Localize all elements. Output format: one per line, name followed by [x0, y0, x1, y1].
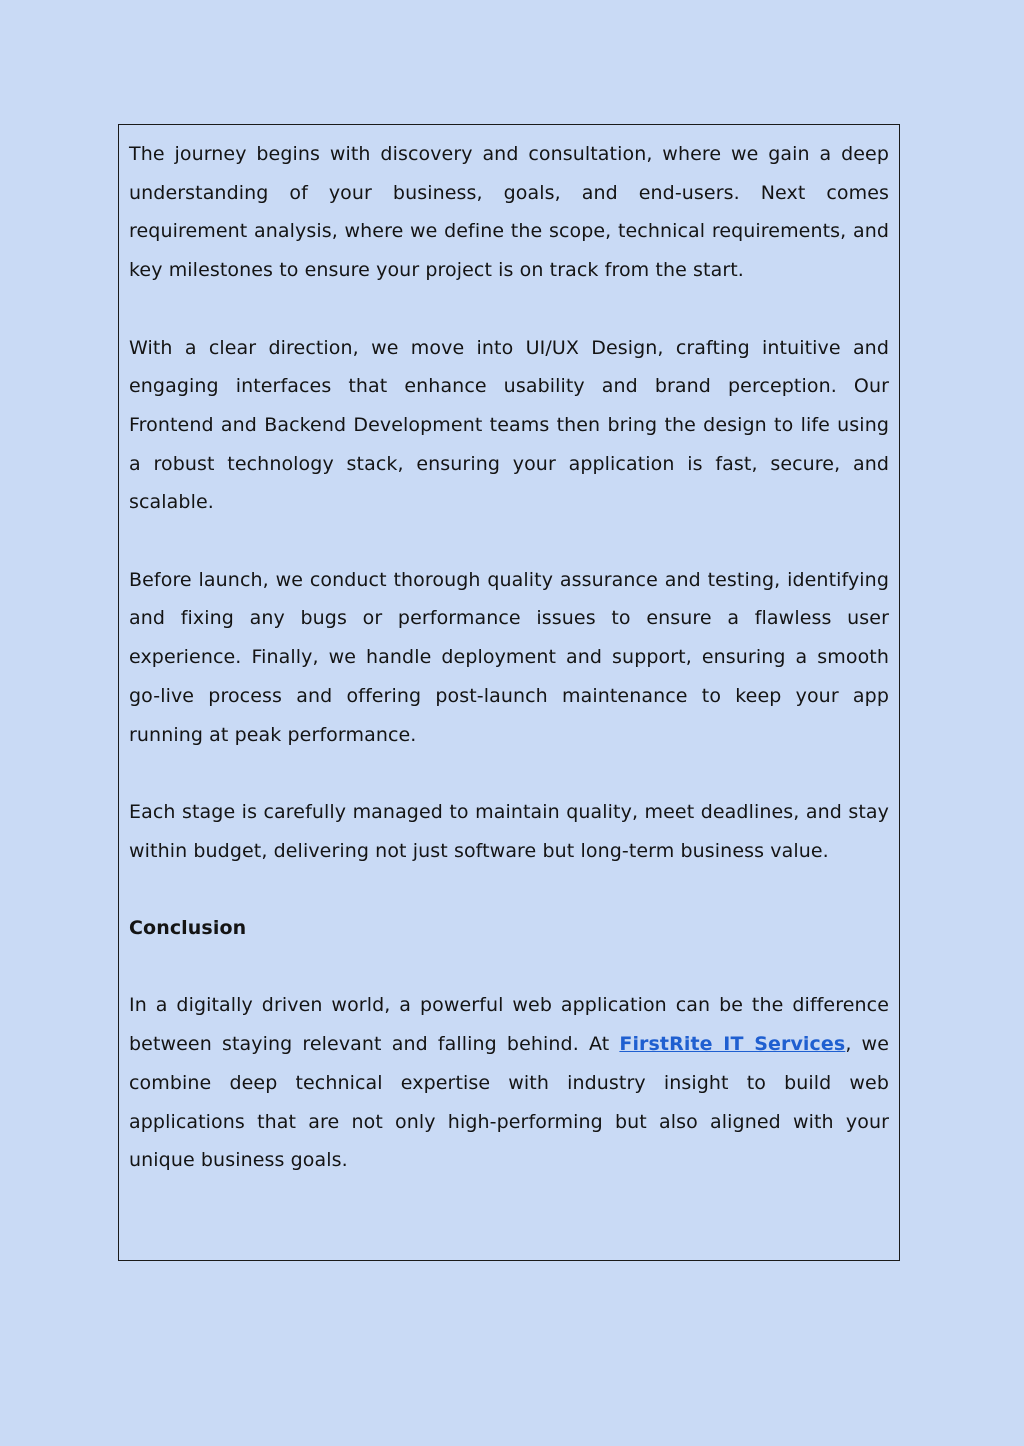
conclusion-text-after-link: , we combine deep technical expertise with industry insight to build web applications that are not only high-performing but also aligned with your unique business goals. [129, 1033, 889, 1172]
paragraph-discovery: The journey begins with discovery and consultation, where we gain a deep understanding of your business, goals, and end-users. Next comes requirement analysis, where we define the scope, technical requirements, and key milestones to ensure your project is on track from the start. [129, 143, 889, 282]
paragraph-testing-deployment: Before launch, we conduct thorough quality assurance and testing, identifying and fixing any bugs or performance issues to ensure a flawless user experience. Finally, we handle deployment and support, ensuring a smooth go-live process and offering post-launch maintenance to keep your app running at peak performance. [129, 568, 889, 746]
conclusion-heading: Conclusion [129, 917, 247, 939]
paragraph-design-development: With a clear direction, we move into UI/UX Design, crafting intuitive and engaging interfaces that enhance usability and brand perception. Our Frontend and Backend Development teams then bring the design to life using a robust technology stack, ensuring your application is fast, secure, and scalable. [129, 336, 889, 514]
content-box [118, 124, 900, 1261]
firstrite-link[interactable]: FirstRite IT Services [619, 1033, 846, 1056]
conclusion-text-before-link: In a digitally driven world, a powerful web application can be the difference between staying relevant and falling behind. At [129, 994, 889, 1056]
paragraph-stage-management: Each stage is carefully managed to maintain quality, meet deadlines, and stay within budget, delivering not just software but long-term business value. [129, 800, 889, 862]
paragraph-conclusion [129, 986, 889, 1180]
